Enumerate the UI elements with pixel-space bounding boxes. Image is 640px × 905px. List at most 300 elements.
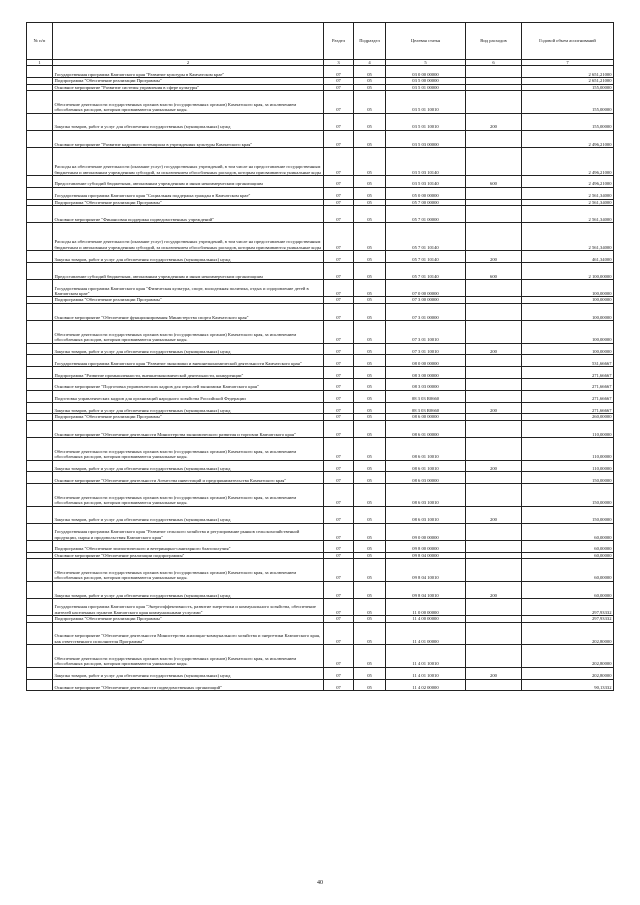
row-target-article: 08 3 00 00000 — [386, 367, 466, 379]
row-target-article: 11 4 01 10010 — [386, 667, 466, 679]
row-podrazdel: 05 — [354, 130, 386, 147]
row-amount: 271,66667 — [522, 378, 614, 390]
row-amount: 100,00000 — [522, 320, 614, 343]
row-name: Подготовка управленческих кадров для организаций народного хозяйства Российской Федерации — [53, 390, 324, 402]
table-row — [27, 420, 614, 437]
row-number — [27, 599, 53, 616]
row-target-article: 08 0 00 00000 — [386, 355, 466, 367]
row-number — [27, 262, 53, 279]
row-expense-type — [466, 523, 522, 540]
row-razdel: 07 — [324, 297, 354, 303]
row-target-article: 09 0 00 00000 — [386, 523, 466, 540]
table-row — [27, 472, 614, 484]
row-target-article: 07 3 01 10010 — [386, 320, 466, 343]
row-razdel: 07 — [324, 616, 354, 622]
row-razdel: 07 — [324, 541, 354, 553]
row-name: Основное мероприятие "Обеспечение деятельности Министерства экономического развития и торговли Камчатского края" — [53, 420, 324, 437]
row-amount: 2 561,34000 — [522, 187, 614, 199]
row-amount: 297,93332 — [522, 616, 614, 622]
row-expense-type — [466, 645, 522, 668]
row-number — [27, 147, 53, 175]
row-target-article: 05 7 01 10140 — [386, 223, 466, 251]
row-number — [27, 303, 53, 320]
row-amount: 155,00000 — [522, 84, 614, 90]
row-target-article: 05 0 00 00000 — [386, 187, 466, 199]
row-amount: 155,00000 — [522, 113, 614, 130]
row-name: Основное мероприятие "Подготовка управленческих кадров для отраслей экономики Камчатского края" — [53, 378, 324, 390]
table-row — [27, 506, 614, 523]
row-name: Закупка товаров, работ и услуг для обеспечения государственных (муниципальных) нужд — [53, 581, 324, 598]
row-target-article: 11 4 01 10010 — [386, 645, 466, 668]
row-podrazdel: 05 — [354, 175, 386, 187]
table-row — [27, 679, 614, 691]
row-amount: 60,00000 — [522, 552, 614, 558]
row-target-article: 11 4 02 00000 — [386, 679, 466, 691]
row-target-article: 03 5 01 10010 — [386, 91, 466, 114]
row-razdel: 07 — [324, 581, 354, 598]
row-target-article: 03 5 01 10010 — [386, 113, 466, 130]
row-number — [27, 320, 53, 343]
row-name: Подпрограмма "Обеспечение реализации Программы" — [53, 297, 324, 303]
row-name: Основное мероприятие "Финансовая поддержка подведомственных учреждений" — [53, 205, 324, 222]
row-podrazdel: 05 — [354, 367, 386, 379]
row-name: Закупка товаров, работ и услуг для обеспечения государственных (муниципальных) нужд — [53, 667, 324, 679]
row-number — [27, 667, 53, 679]
table-row — [27, 280, 614, 297]
row-number — [27, 91, 53, 114]
table-row — [27, 66, 614, 78]
row-target-article: 08 6 01 10010 — [386, 460, 466, 472]
row-target-article: 09 8 04 10010 — [386, 581, 466, 598]
table-row — [27, 559, 614, 582]
row-name: Основное мероприятие "Обеспечение деятельности Агентства инвестиций и предпринимательства Камчатского края" — [53, 472, 324, 484]
row-podrazdel: 05 — [354, 484, 386, 507]
row-amount: 2 651,21000 — [522, 78, 614, 84]
row-razdel: 07 — [324, 559, 354, 582]
header-number: № п/п — [27, 23, 53, 60]
row-name: Закупка товаров, работ и услуг для обеспечения государственных (муниципальных) нужд — [53, 506, 324, 523]
row-amount: 271,66667 — [522, 402, 614, 414]
header-target-article: Целевая статья — [386, 23, 466, 60]
row-podrazdel: 05 — [354, 667, 386, 679]
row-podrazdel: 05 — [354, 541, 386, 553]
row-expense-type: 600 — [466, 262, 522, 279]
row-name: Предоставление субсидий бюджетным, автономным учреждениям и иным некоммерческим организациям — [53, 175, 324, 187]
row-number — [27, 581, 53, 598]
row-number — [27, 113, 53, 130]
row-razdel: 07 — [324, 645, 354, 668]
table-row — [27, 147, 614, 175]
row-target-article: 09 8 04 10010 — [386, 559, 466, 582]
table-row — [27, 541, 614, 553]
row-razdel: 07 — [324, 223, 354, 251]
table-row — [27, 581, 614, 598]
row-number — [27, 437, 53, 460]
table-row — [27, 251, 614, 263]
row-amount: 150,00000 — [522, 506, 614, 523]
row-name: Государственная программа Камчатского края "Развитие культуры в Камчатском крае" — [53, 66, 324, 78]
row-amount: 202,80000 — [522, 667, 614, 679]
row-podrazdel: 05 — [354, 355, 386, 367]
row-razdel: 07 — [324, 437, 354, 460]
row-target-article: 08 6 03 10010 — [386, 506, 466, 523]
row-expense-type — [466, 320, 522, 343]
row-target-article: 07 3 00 00000 — [386, 297, 466, 303]
row-name: Основное мероприятие "Обеспечение деятельности Министерства жилищно-коммунального хозяйства и энергетики Камчатского края, как ответственного исполнителя Программы" — [53, 622, 324, 645]
row-podrazdel: 05 — [354, 251, 386, 263]
row-razdel: 07 — [324, 523, 354, 540]
row-number — [27, 390, 53, 402]
table-row — [27, 645, 614, 668]
table-row — [27, 367, 614, 379]
row-name: Закупка товаров, работ и услуг для обеспечения государственных (муниципальных) нужд — [53, 251, 324, 263]
row-amount: 110,00000 — [522, 437, 614, 460]
row-amount: 2 651,21000 — [522, 66, 614, 78]
table-row — [27, 402, 614, 414]
row-name: Закупка товаров, работ и услуг для обеспечения государственных (муниципальных) нужд — [53, 343, 324, 355]
row-amount: 202,80000 — [522, 645, 614, 668]
row-number — [27, 402, 53, 414]
header-podrazdel: Подраздел — [354, 23, 386, 60]
row-razdel: 07 — [324, 599, 354, 616]
row-amount: 531,66667 — [522, 355, 614, 367]
row-amount: 110,00000 — [522, 420, 614, 437]
row-name: Предоставление субсидий бюджетным, автономным учреждениям и иным некоммерческим организациям — [53, 262, 324, 279]
row-target-article: 07 3 01 00000 — [386, 303, 466, 320]
table-row — [27, 91, 614, 114]
table-row — [27, 130, 614, 147]
row-expense-type — [466, 437, 522, 460]
row-amount: 90,13332 — [522, 679, 614, 691]
row-podrazdel: 05 — [354, 414, 386, 420]
row-expense-type: 600 — [466, 175, 522, 187]
row-expense-type — [466, 91, 522, 114]
row-amount: 100,00000 — [522, 303, 614, 320]
row-podrazdel: 05 — [354, 280, 386, 297]
row-name: Государственная программа Камчатского края "Развитие сельского хозяйства и регулирование рынков сельскохозяйственной продукции, сырья и продовольствия Камчатского края" — [53, 523, 324, 540]
row-number — [27, 187, 53, 199]
row-amount: 2 496,21000 — [522, 147, 614, 175]
row-amount: 271,66667 — [522, 367, 614, 379]
header-annual-amount: Годовой объем ассигнований — [522, 23, 614, 60]
row-podrazdel: 05 — [354, 297, 386, 303]
row-amount: 100,00000 — [522, 297, 614, 303]
row-podrazdel: 05 — [354, 581, 386, 598]
row-podrazdel: 05 — [354, 91, 386, 114]
row-podrazdel: 05 — [354, 437, 386, 460]
row-razdel: 07 — [324, 420, 354, 437]
table-row — [27, 113, 614, 130]
row-name: Государственная программа Камчатского края "Энергоэффективность, развитие энергетики и коммунального хозяйства, обеспечение жителей населенных пунктов Камчатского края коммунальными услугами" — [53, 599, 324, 616]
row-expense-type — [466, 303, 522, 320]
row-razdel: 07 — [324, 378, 354, 390]
row-razdel: 07 — [324, 187, 354, 199]
row-number — [27, 378, 53, 390]
row-podrazdel: 05 — [354, 402, 386, 414]
row-number — [27, 645, 53, 668]
row-razdel: 07 — [324, 484, 354, 507]
row-expense-type — [466, 420, 522, 437]
row-amount: 150,00000 — [522, 484, 614, 507]
row-number — [27, 460, 53, 472]
row-target-article: 08 6 00 00000 — [386, 414, 466, 420]
row-name: Подпрограмма "Развитие промышленности, внешнеэкономической деятельности, конкуренции" — [53, 367, 324, 379]
row-razdel: 07 — [324, 205, 354, 222]
header-expense-type: Вид расходов — [466, 23, 522, 60]
table-row — [27, 187, 614, 199]
row-razdel: 07 — [324, 78, 354, 84]
row-razdel: 07 — [324, 66, 354, 78]
table-row — [27, 622, 614, 645]
row-target-article: 05 7 00 00000 — [386, 199, 466, 205]
row-expense-type: 200 — [466, 460, 522, 472]
budget-table — [26, 22, 614, 691]
row-target-article: 11 0 00 00000 — [386, 599, 466, 616]
row-target-article: 03 5 01 00000 — [386, 84, 466, 90]
table-row — [27, 175, 614, 187]
table-row — [27, 460, 614, 472]
table-row — [27, 378, 614, 390]
row-amount: 2 496,21000 — [522, 130, 614, 147]
column-number: 1 — [27, 60, 53, 66]
table-row — [27, 223, 614, 251]
row-number — [27, 622, 53, 645]
row-name: Государственная программа Камчатского края "Развитие экономики и внешнеэкономической деятельности Камчатского края" — [53, 355, 324, 367]
row-name: Государственная программа Камчатского края "Физическая культура, спорт, молодежная политика, отдых и оздоровление детей в Камчатском крае" — [53, 280, 324, 297]
row-expense-type — [466, 472, 522, 484]
row-razdel: 07 — [324, 622, 354, 645]
row-name: Обеспечение деятельности государственных органов власти (государственных органов) Камчатского края, за исключением обособленных расходов, которым присваиваются уникальные коды. — [53, 559, 324, 582]
row-name: Подпрограмма "Обеспечение реализации Программы" — [53, 414, 324, 420]
row-amount: 297,93332 — [522, 599, 614, 616]
row-podrazdel: 05 — [354, 84, 386, 90]
row-expense-type: 200 — [466, 251, 522, 263]
row-target-article: 08 6 03 10010 — [386, 484, 466, 507]
row-number — [27, 355, 53, 367]
row-name: Основное мероприятие "Обеспечение реализации подпрограммы" — [53, 552, 324, 558]
row-expense-type — [466, 147, 522, 175]
row-amount: 2 100,00000 — [522, 262, 614, 279]
row-expense-type — [466, 187, 522, 199]
row-razdel: 07 — [324, 506, 354, 523]
row-target-article: 08 6 01 00000 — [386, 420, 466, 437]
table-row — [27, 262, 614, 279]
row-number — [27, 280, 53, 297]
row-target-article: 08 3 03 R0660 — [386, 390, 466, 402]
row-podrazdel: 05 — [354, 679, 386, 691]
row-target-article: 05 7 01 10140 — [386, 262, 466, 279]
row-target-article: 09 8 00 00000 — [386, 541, 466, 553]
row-podrazdel: 05 — [354, 378, 386, 390]
row-amount: 110,00000 — [522, 460, 614, 472]
row-name: Обеспечение деятельности государственных органов власти (государственных органов) Камчатского края, за исключением обособленных расходов, которым присваиваются уникальные коды. — [53, 91, 324, 114]
table-row — [27, 303, 614, 320]
row-target-article: 07 0 00 00000 — [386, 280, 466, 297]
row-expense-type: 200 — [466, 506, 522, 523]
row-target-article: 03 5 03 00000 — [386, 130, 466, 147]
row-podrazdel: 05 — [354, 506, 386, 523]
row-razdel: 07 — [324, 280, 354, 297]
row-target-article: 07 3 01 10010 — [386, 343, 466, 355]
row-expense-type — [466, 679, 522, 691]
row-number — [27, 367, 53, 379]
column-number: 4 — [354, 60, 386, 66]
row-expense-type — [466, 66, 522, 78]
row-podrazdel: 05 — [354, 147, 386, 175]
row-razdel: 07 — [324, 552, 354, 558]
row-number — [27, 679, 53, 691]
row-podrazdel: 05 — [354, 523, 386, 540]
row-amount: 60,00000 — [522, 581, 614, 598]
row-podrazdel: 05 — [354, 420, 386, 437]
row-name: Обеспечение деятельности государственных органов власти (государственных органов) Камчатского края, за исключением обособленных расходов, которым присваиваются уникальные коды. — [53, 484, 324, 507]
row-expense-type — [466, 355, 522, 367]
table-row — [27, 355, 614, 367]
row-razdel: 07 — [324, 147, 354, 175]
row-number — [27, 251, 53, 263]
row-razdel: 07 — [324, 679, 354, 691]
column-number: 6 — [466, 60, 522, 66]
row-target-article: 11 4 01 00000 — [386, 622, 466, 645]
row-podrazdel: 05 — [354, 616, 386, 622]
row-expense-type: 200 — [466, 581, 522, 598]
row-podrazdel: 05 — [354, 199, 386, 205]
row-number — [27, 506, 53, 523]
row-target-article: 03 5 03 10140 — [386, 147, 466, 175]
row-podrazdel: 05 — [354, 472, 386, 484]
row-target-article: 08 6 01 10010 — [386, 437, 466, 460]
row-number — [27, 472, 53, 484]
row-name: Расходы на обеспечение деятельности (оказание услуг) государственных учреждений, в том числе на предоставление государственным бюджетным и автономным учреждениям субсидий, за исключением обособленных расходов, которым присваиваются уникальные коды — [53, 147, 324, 175]
row-podrazdel: 05 — [354, 320, 386, 343]
row-razdel: 07 — [324, 320, 354, 343]
row-expense-type — [466, 390, 522, 402]
column-number: 5 — [386, 60, 466, 66]
row-name: Основное мероприятие "Обеспечение функционирования Министерства спорта Камчатского края" — [53, 303, 324, 320]
row-amount: 461,34000 — [522, 251, 614, 263]
row-razdel: 07 — [324, 460, 354, 472]
row-podrazdel: 05 — [354, 187, 386, 199]
row-podrazdel: 05 — [354, 552, 386, 558]
row-target-article: 03 5 00 00000 — [386, 78, 466, 84]
table-row — [27, 599, 614, 616]
row-razdel: 07 — [324, 343, 354, 355]
row-name: Закупка товаров, работ и услуг для обеспечения государственных (муниципальных) нужд — [53, 460, 324, 472]
row-podrazdel: 05 — [354, 223, 386, 251]
row-name: Основное мероприятие "Обеспечение деятельности подведомственных организаций" — [53, 679, 324, 691]
row-expense-type — [466, 130, 522, 147]
row-target-article: 08 6 03 00000 — [386, 472, 466, 484]
table-row — [27, 343, 614, 355]
row-razdel: 07 — [324, 472, 354, 484]
row-podrazdel: 05 — [354, 599, 386, 616]
row-number — [27, 343, 53, 355]
row-expense-type — [466, 223, 522, 251]
row-amount: 60,00000 — [522, 523, 614, 540]
row-podrazdel: 05 — [354, 205, 386, 222]
row-number — [27, 541, 53, 553]
row-target-article: 08 3 03 R0660 — [386, 402, 466, 414]
row-name: Основное мероприятие "Развитие кадрового потенциала в учреждениях культуры Камчатского края" — [53, 130, 324, 147]
row-podrazdel: 05 — [354, 622, 386, 645]
row-amount: 2 561,34000 — [522, 199, 614, 205]
row-name: Государственная программа Камчатского края "Социальная поддержка граждан в Камчатском крае" — [53, 187, 324, 199]
row-razdel: 07 — [324, 414, 354, 420]
row-razdel: 07 — [324, 84, 354, 90]
row-name: Подпрограмма "Обеспечение эпизоотического и ветеринарно-санитарного благополучия" — [53, 541, 324, 553]
row-number — [27, 223, 53, 251]
row-expense-type — [466, 484, 522, 507]
row-number — [27, 523, 53, 540]
row-amount: 60,00000 — [522, 559, 614, 582]
header-name — [53, 23, 324, 60]
row-razdel: 07 — [324, 175, 354, 187]
row-expense-type: 200 — [466, 667, 522, 679]
row-razdel: 07 — [324, 199, 354, 205]
row-expense-type — [466, 280, 522, 297]
row-podrazdel: 05 — [354, 262, 386, 279]
page-number: 40 — [317, 880, 323, 886]
row-expense-type — [466, 541, 522, 553]
row-amount: 100,00000 — [522, 280, 614, 297]
row-razdel: 07 — [324, 667, 354, 679]
row-name: Подпрограмма "Обеспечение реализации Программы" — [53, 78, 324, 84]
row-podrazdel: 05 — [354, 559, 386, 582]
row-podrazdel: 05 — [354, 645, 386, 668]
table-row — [27, 320, 614, 343]
table-header — [27, 23, 614, 66]
row-name: Обеспечение деятельности государственных органов власти (государственных органов) Камчатского края, за исключением обособленных расходов, которым присваиваются уникальные коды. — [53, 320, 324, 343]
row-amount: 100,00000 — [522, 343, 614, 355]
row-podrazdel: 05 — [354, 390, 386, 402]
row-name: Обеспечение деятельности государственных органов власти (государственных органов) Камчатского края, за исключением обособленных расходов, которым присваиваются уникальные коды. — [53, 437, 324, 460]
row-name: Расходы на обеспечение деятельности (оказание услуг) государственных учреждений, в том числе на предоставление государственным бюджетным и автономным учреждениям субсидий, за исключением обособленных расходов, которым присваиваются уникальные коды — [53, 223, 324, 251]
row-podrazdel: 05 — [354, 343, 386, 355]
row-target-article: 05 7 01 10140 — [386, 251, 466, 263]
row-razdel: 07 — [324, 390, 354, 402]
row-razdel: 07 — [324, 130, 354, 147]
row-razdel: 07 — [324, 303, 354, 320]
row-expense-type: 200 — [466, 402, 522, 414]
row-razdel: 07 — [324, 251, 354, 263]
table-row — [27, 523, 614, 540]
table-row — [27, 390, 614, 402]
row-podrazdel: 05 — [354, 78, 386, 84]
table-row — [27, 205, 614, 222]
table-row — [27, 667, 614, 679]
row-amount: 60,00000 — [522, 541, 614, 553]
row-razdel: 07 — [324, 367, 354, 379]
row-number — [27, 559, 53, 582]
row-amount: 271,66667 — [522, 390, 614, 402]
row-number — [27, 66, 53, 78]
row-razdel: 07 — [324, 113, 354, 130]
row-target-article: 05 7 01 00000 — [386, 205, 466, 222]
row-amount: 150,00000 — [522, 472, 614, 484]
row-expense-type: 200 — [466, 113, 522, 130]
row-podrazdel: 05 — [354, 460, 386, 472]
row-target-article: 03 5 03 10140 — [386, 175, 466, 187]
row-podrazdel: 05 — [354, 66, 386, 78]
row-name: Закупка товаров, работ и услуг для обеспечения государственных (муниципальных) нужд — [53, 402, 324, 414]
row-amount: 260,00000 — [522, 414, 614, 420]
table-row — [27, 437, 614, 460]
row-number — [27, 175, 53, 187]
row-name: Основное мероприятие "Развитие системы управления в сфере культуры" — [53, 84, 324, 90]
row-name: Закупка товаров, работ и услуг для обеспечения государственных (муниципальных) нужд — [53, 113, 324, 130]
row-razdel: 07 — [324, 262, 354, 279]
row-expense-type — [466, 622, 522, 645]
